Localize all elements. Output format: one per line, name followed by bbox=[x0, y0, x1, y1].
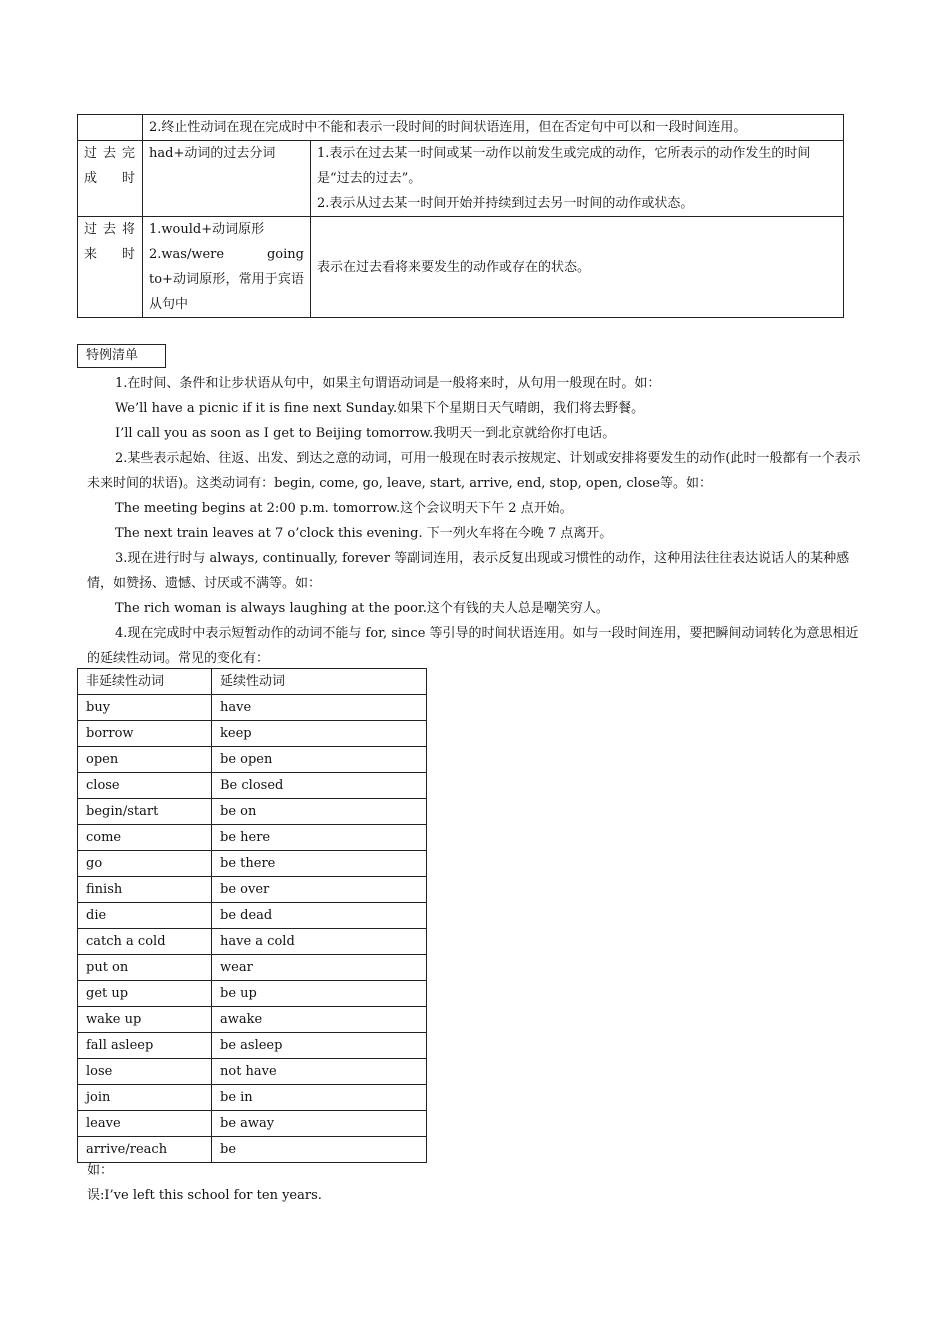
tense-table bbox=[77, 114, 844, 318]
paragraph: 2.某些表示起始、往返、出发、到达之意的动词，可用一般现在时表示按规定、计划或安排将要发生的动作(此时一般都有一个表示未来时间的状语)。这类动词有：begin, come, go, leave, start, arrive, end, stop, open, close等。如： bbox=[87, 451, 861, 491]
durative-verb: have bbox=[212, 695, 427, 721]
paragraph: 3.现在进行时与 always, continually, forever 等副词连用，表示反复出现或习惯性的动作，这种用法往往表达说话人的某种感情，如赞扬、遗憾、讨厌或不满等。如： bbox=[87, 551, 850, 591]
table-row bbox=[78, 851, 427, 877]
table-row bbox=[78, 1033, 427, 1059]
table-row bbox=[78, 799, 427, 825]
durative-verb: not have bbox=[212, 1059, 427, 1085]
durative-verb: keep bbox=[212, 721, 427, 747]
table-row bbox=[78, 929, 427, 955]
non-durative-verb: fall asleep bbox=[78, 1033, 212, 1059]
table-row bbox=[78, 695, 427, 721]
non-durative-verb: catch a cold bbox=[78, 929, 212, 955]
example-sentence: The rich woman is always laughing at the poor.这个有钱的夫人总是嘲笑穷人。 bbox=[115, 601, 609, 616]
tense-form-cell: had+动词的过去分词 bbox=[143, 141, 311, 217]
non-durative-verb: join bbox=[78, 1085, 212, 1111]
durative-verb: be open bbox=[212, 747, 427, 773]
non-durative-verb: lose bbox=[78, 1059, 212, 1085]
example-sentence: I’ll call you as soon as I get to Beijing tomorrow.我明天一到北京就给你打电话。 bbox=[115, 426, 616, 441]
table-row bbox=[78, 721, 427, 747]
non-durative-verb: arrive/reach bbox=[78, 1137, 212, 1163]
durative-verb: be here bbox=[212, 825, 427, 851]
verb-conversion-table bbox=[77, 668, 427, 1163]
non-durative-verb: borrow bbox=[78, 721, 212, 747]
non-durative-verb: close bbox=[78, 773, 212, 799]
table-row bbox=[78, 903, 427, 929]
durative-verb: be over bbox=[212, 877, 427, 903]
table-cell: 2.终止性动词在现在完成时中不能和表示一段时间的时间状语连用，但在否定句中可以和一段时间连用。 bbox=[143, 115, 844, 141]
non-durative-verb: buy bbox=[78, 695, 212, 721]
table-row bbox=[78, 1085, 427, 1111]
non-durative-verb: get up bbox=[78, 981, 212, 1007]
durative-verb: be in bbox=[212, 1085, 427, 1111]
non-durative-verb: wake up bbox=[78, 1007, 212, 1033]
table-row bbox=[78, 115, 844, 141]
tense-name-cell bbox=[78, 217, 143, 318]
section-title: 特例清单 bbox=[77, 344, 166, 368]
form-item: 1.would+动词原形 bbox=[149, 222, 265, 237]
non-durative-verb: open bbox=[78, 747, 212, 773]
table-row bbox=[78, 825, 427, 851]
durative-verb: be up bbox=[212, 981, 427, 1007]
non-durative-verb: die bbox=[78, 903, 212, 929]
table-row bbox=[78, 1111, 427, 1137]
non-durative-verb: finish bbox=[78, 877, 212, 903]
durative-verb: Be closed bbox=[212, 773, 427, 799]
wrong-example: 误:I’ve left this school for ten years. bbox=[87, 1188, 322, 1203]
example-sentence: The meeting begins at 2:00 p.m. tomorrow.这个会议明天下午 2 点开始。 bbox=[115, 501, 573, 516]
form-item: 2.was/were going to+动词原形，常用于宾语从句中 bbox=[149, 247, 304, 312]
tense-name: 过去完成时 bbox=[84, 146, 136, 186]
durative-verb: be there bbox=[212, 851, 427, 877]
table-row bbox=[78, 1059, 427, 1085]
non-durative-verb: come bbox=[78, 825, 212, 851]
column-header: 非延续性动词 bbox=[78, 669, 212, 695]
table-row bbox=[78, 981, 427, 1007]
tense-form-cell bbox=[143, 217, 311, 318]
non-durative-verb: go bbox=[78, 851, 212, 877]
durative-verb: awake bbox=[212, 1007, 427, 1033]
paragraph: 1.在时间、条件和让步状语从句中，如果主句谓语动词是一般将来时，从句用一般现在时。如： bbox=[115, 376, 661, 391]
usage-item: 1.表示在过去某一时间或某一动作以前发生或完成的动作，它所表示的动作发生的时间是“过去的过去”。 bbox=[317, 146, 811, 186]
column-header: 延续性动词 bbox=[212, 669, 427, 695]
tense-usage-cell bbox=[311, 141, 844, 217]
durative-verb: be on bbox=[212, 799, 427, 825]
durative-verb: be dead bbox=[212, 903, 427, 929]
durative-verb: be away bbox=[212, 1111, 427, 1137]
table-row bbox=[78, 773, 427, 799]
table-row bbox=[78, 877, 427, 903]
table-row bbox=[78, 217, 844, 318]
durative-verb: be asleep bbox=[212, 1033, 427, 1059]
empty-cell bbox=[78, 115, 143, 141]
durative-verb: wear bbox=[212, 955, 427, 981]
example-sentence: We’ll have a picnic if it is fine next Sunday.如果下个星期日天气晴朗，我们将去野餐。 bbox=[115, 401, 645, 416]
tense-name-cell bbox=[78, 141, 143, 217]
non-durative-verb: put on bbox=[78, 955, 212, 981]
table-header-row bbox=[78, 669, 427, 695]
table-row bbox=[78, 747, 427, 773]
paragraph: 4.现在完成时中表示短暂动作的动词不能与 for, since 等引导的时间状语连用。如与一段时间连用，要把瞬间动词转化为意思相近的延续性动词。常见的变化有： bbox=[87, 626, 859, 666]
table-row bbox=[78, 141, 844, 217]
usage-item: 2.表示从过去某一时间开始并持续到过去另一时间的动作或状态。 bbox=[317, 196, 694, 211]
non-durative-verb: leave bbox=[78, 1111, 212, 1137]
tense-name: 过去将来时 bbox=[84, 222, 136, 262]
example-sentence: The next train leaves at 7 o’clock this evening. 下一列火车将在今晚 7 点离开。 bbox=[115, 526, 613, 541]
non-durative-verb: begin/start bbox=[78, 799, 212, 825]
tense-usage-cell: 表示在过去看将来要发生的动作或存在的状态。 bbox=[311, 217, 844, 318]
table-row bbox=[78, 955, 427, 981]
durative-verb: have a cold bbox=[212, 929, 427, 955]
example-intro: 如： bbox=[87, 1163, 114, 1178]
durative-verb: be bbox=[212, 1137, 427, 1163]
table-row bbox=[78, 1007, 427, 1033]
